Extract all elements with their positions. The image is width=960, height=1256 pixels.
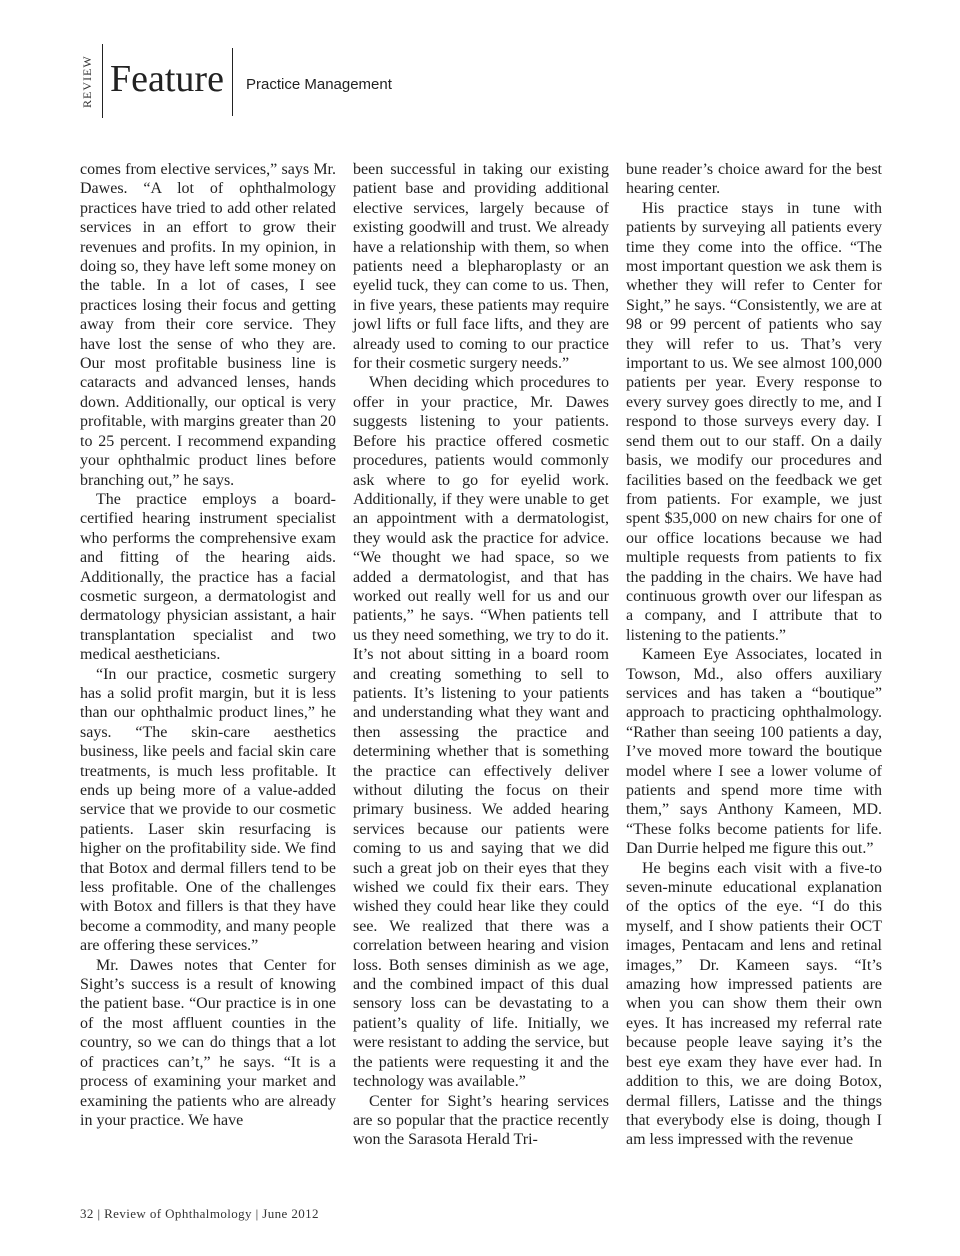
paragraph: The practice employs a board-certified hearing instrument specialist who performs the comprehensive exam and fitting of the hearing aids. Additionally, the practice has a facial cosmetic surgeon, a dermatologist and dermatology physician assistant, a hair transplantation specialist and two medical aestheticians. <box>80 490 336 664</box>
paragraph: Kameen Eye Associates, located in Towson, Md., also offers auxiliary services and has taken a “boutique” approach to practicing ophthalmology. “Rather than seeing 100 patients a day, I’ve moved more toward the boutique model where I see a lower volume of patients and spend more time with them,” says Anthony Kameen, MD. “These folks become patients for life. Dan Durrie helped me figure this out.” <box>626 646 882 858</box>
paragraph: His practice stays in tune with patients by surveying all patients every time they come into the office. “The most important question we ask them is whether they will refer to Center for Sight,” he says. “Consistently, we are at 98 or 99 percent of patients who say they will refer to us. That’s very important to us. We see almost 100,000 patients per year. Every response to every survey goes directly to me, and I respond to those surveys every day. I send them out to our staff. On a daily basis, we modify our procedures and facilities based on the feedback we get from patients. For example, we just spent $35,000 on new chairs for one of our office locations because we had multiple requests from patients to fix the padding in the chairs. We have had continuous growth over our lifespan as a company, and I attribute that to listening to the patients.” <box>626 199 882 644</box>
review-label: REVIEW <box>80 55 94 109</box>
paragraph: When deciding which procedures to offer in your practice, Mr. Dawes suggests listening to your patients. Before his practice offered cosmetic procedures, patients would commonly ask where to go for eyelid work. Additionally, if they were unable to get an appointment with a dermatologist, they would ask the practice for advice. “We thought we had space, so we added a dermatologist, and that has worked out really well for us and our patients,” he says. “When patients tell us they need something, we try to do it. It’s not about sitting in a board room and creating something to sell to patients. It’s listening to your patients and understanding what they want and then assessing the practice and determining whether that is something the practice can effectively deliver without diluting the focus on their primary business. We added hearing services because our patients were coming to us and saying that we did such a great job on their eyes that they wished we could fix their ears. They wished they could hear like they could see. We realized that there was a correlation between hearing and vision loss. Both senses diminish as we age, and the combined impact of this dual sensory loss can be devastating to a patient’s quality of life. Initially, we were resistant to adding the service, but the patients were requesting it and the technology was available.” <box>353 374 609 1091</box>
page-header <box>80 44 900 118</box>
paragraph: Center for Sight’s hearing services are so popular that the practice recently won the Sarasota Herald Tri- <box>353 1092 609 1149</box>
paragraph: “In our practice, cosmetic surgery has a solid profit margin, but it is less than our ophthalmic product lines,” he says. “The skin-care aesthetics business, like peels and facial skin care treatments, is much less profitable. It ends up being more of a value-added service that we provide to our cosmetic patients. Laser skin resurfacing is higher on the profitability side. We find that Botox and dermal fillers tend to be less profitable. One of the challenges with Botox and fillers is that they have become a commodity, and many people are offering these services.” <box>80 665 336 955</box>
paragraph: Mr. Dawes notes that Center for Sight’s success is a result of knowing the patient base. “Our practice is in one of the most affluent counties in the country, so we can do things that a lot of practices can’t,” he says. “It is a process of examining your market and examining the patients who are already in your practice. We have <box>80 956 336 1129</box>
paragraph: bune reader’s choice award for the best hearing center. <box>626 161 882 198</box>
paragraph: been successful in taking our existing patient base and providing additional elective services, largely because of existing goodwill and trust. We already have a relationship with them, so when patients need a blepharoplasty or an eyelid tuck, they can come to us. Then, in five years, these patients may require jowl lifts or full face lifts, and they are already used to coming to our practice for their cosmetic surgery needs.” <box>353 161 609 373</box>
header-divider-2 <box>232 48 233 116</box>
article-column-1 <box>80 160 336 1130</box>
feature-title: Feature <box>110 58 224 100</box>
article-column-3 <box>626 160 882 1150</box>
article-column-2 <box>353 160 609 1150</box>
paragraph: comes from elective services,” says Mr. Dawes. “A lot of ophthalmology practices have tried to add other related services in an effort to grow their revenues and profits. In my opinion, in doing so, they have left some money on the table. In a lot of cases, I see practices losing their focus and getting away from their core service. They have lost the sense of who they are. Our most profitable business line is cataracts and advanced lenses, hands down. Additionally, our optical is very profitable, with margins greater than 20 to 25 percent. I recommend expanding your ophthalmic product lines before branching out,” he says. <box>80 161 336 489</box>
section-title: Practice Management <box>246 76 392 93</box>
header-divider <box>102 44 103 118</box>
paragraph: He begins each visit with a five-to seven-minute educational explanation of the optics of the eye. “I do this myself, and I show patients their OCT images, Pentacam and lens and retinal images,” Dr. Kameen says. “It’s amazing how impressed patients are when you can show them their own eyes. It has increased my referral rate because people leave saying it’s the best eye exam they have ever had. In addition to this, we are doing Botox, dermal fillers, Latisse and the things that everybody else is doing, though I am less impressed with the revenue <box>626 859 882 1149</box>
page-footer: 32 | Review of Ophthalmology | June 2012 <box>80 1206 319 1221</box>
